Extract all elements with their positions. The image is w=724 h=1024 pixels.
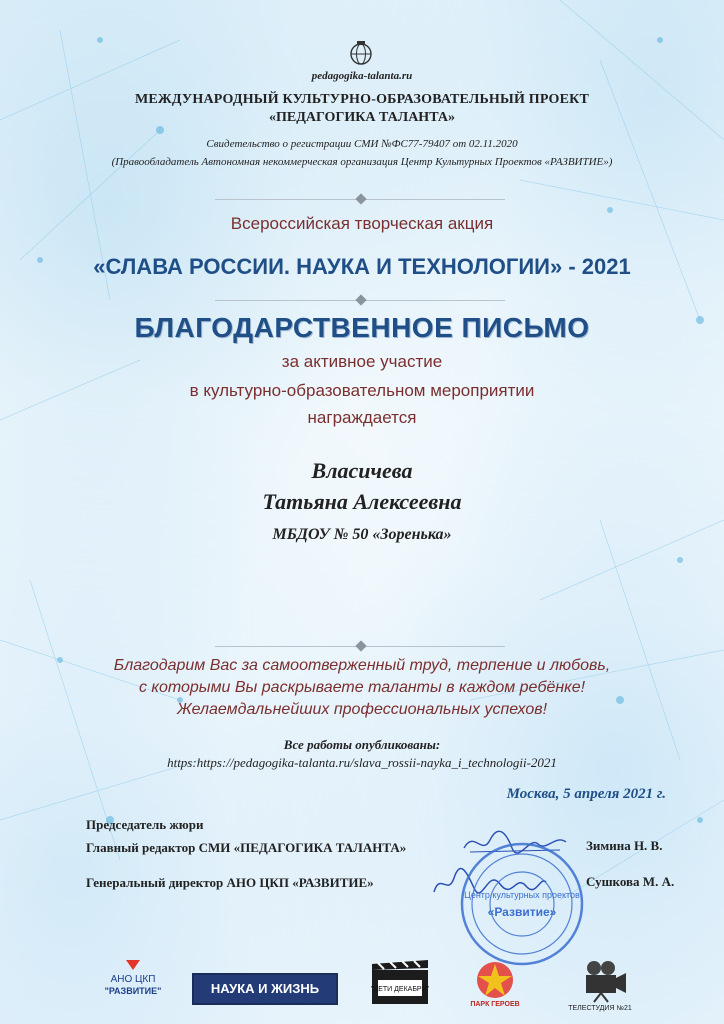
logo1-bottom-text: "РАЗВИТИЕ" [104,986,162,996]
editor-label: Главный редактор СМИ «ПЕДАГОГИКА ТАЛАНТА» [86,840,407,855]
deti-dekabrya-logo [368,958,432,1008]
nauka-i-zhizn-logo [192,973,338,1005]
globe-logo-icon [348,40,374,66]
logo2-text: НАУКА И ЖИЗНЬ [210,981,320,996]
recipient-given-names: Татьяна Алексеевна [262,489,462,514]
stamp-center-text: Центр культурных проектов [464,890,580,900]
award-reason-line3: награждается [307,408,417,427]
thanks-line3: Желаемдальнейших профессиональных успехов! [176,701,548,718]
owner-text: (Правообладатель Автономная некоммерческая организация Центр Культурных Проектов «РАЗВИТИЕ») [111,156,613,168]
registration-text: Свидетельство о регистрации СМИ №ФС77-79407 от 02.11.2020 [206,138,518,150]
anocp-razvitie-logo [96,958,170,1002]
site-url: pedagogika-talanta.ru [311,70,413,82]
organization-stamp [458,840,586,968]
logo5-text: ТЕЛЕСТУДИЯ №21 [568,1005,632,1012]
event-subtitle: Всероссийская творческая акция [230,214,494,233]
award-reason-line1: за активное участие [281,352,443,371]
director-label: Генеральный директор АНО ЦКП «РАЗВИТИЕ» [86,875,374,890]
event-title: «СЛАВА РОССИИ. НАУКА И ТЕХНОЛОГИИ» - 2021 [93,254,631,279]
telestudiya-logo [566,958,634,1012]
publication-label: Все работы опубликованы: [283,737,441,752]
logo4-text: ПАРК ГЕРОЕВ [470,1001,520,1008]
stamp-name: «Развитие» [487,905,557,919]
logo1-top-text: АНО ЦКП [110,974,156,985]
logo3-text: "ДЕТИ ДЕКАБРЯ" [371,986,429,993]
jury-chair-label: Председатель жюри [86,817,204,832]
thanks-line2: с которыми Вы раскрываете таланты в каждом ребёнке! [138,679,586,696]
thanks-line1: Благодарим Вас за самоотверженный труд, терпение и любовь, [113,657,611,674]
park-geroev-logo [462,958,528,1008]
editor-name: Зимина Н. В. [586,838,663,853]
document-title: БЛАГОДАРСТВЕННОЕ ПИСЬМО [134,312,590,343]
director-name: Сушкова М. А. [586,874,675,889]
publication-link[interactable]: https:https://pedagogika-talanta.ru/slava_rossii-nayka_i_technologii-2021 [167,755,557,770]
project-title-line1: МЕЖДУНАРОДНЫЙ КУЛЬТУРНО-ОБРАЗОВАТЕЛЬНЫЙ ПРОЕКТ [134,92,590,107]
city-date: Москва, 5 апреля 2021 г. [506,786,666,802]
recipient-surname: Власичева [311,458,413,483]
award-reason-line2: в культурно-образовательном мероприятии [189,381,535,400]
recipient-organization: МБДОУ № 50 «Зоренька» [272,526,452,543]
project-title-line2: «ПЕДАГОГИКА ТАЛАНТА» [269,110,455,125]
